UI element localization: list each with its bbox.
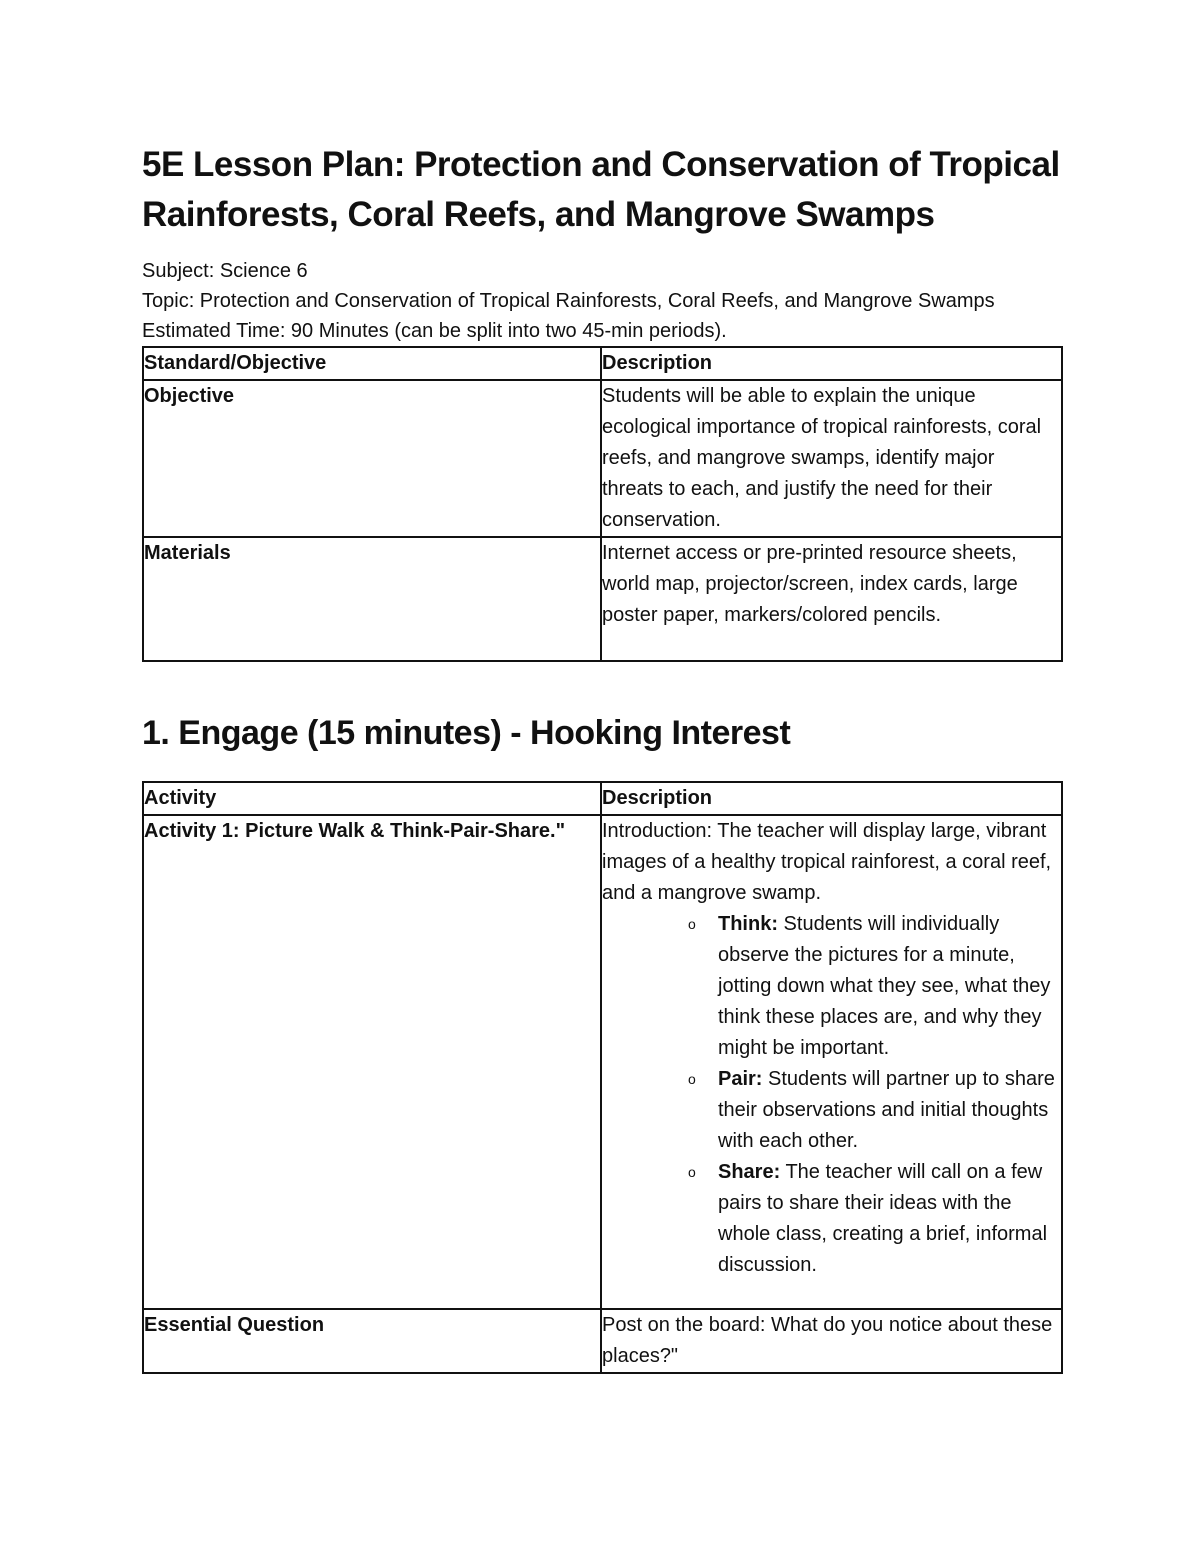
subject-line: Subject: Science 6 — [142, 260, 308, 282]
step-term: Pair: — [718, 1068, 763, 1090]
row-label: Objective — [143, 380, 601, 537]
step-text: Students will individually observe the pictures for a minute, jotting down what they see, what they think these places are, and why they might be important. — [718, 913, 1051, 1059]
objectives-table — [142, 346, 1063, 662]
engage-table — [142, 781, 1063, 1374]
list-item — [688, 1064, 1061, 1157]
activity-label: Activity 1: Picture Walk & Think-Pair-Share." — [143, 815, 601, 1309]
time-line: Estimated Time: 90 Minutes (can be split into two 45-min periods). — [142, 320, 727, 342]
engage-heading: 1. Engage (15 minutes) - Hooking Interest — [142, 714, 791, 752]
topic-line: Topic: Protection and Conservation of Tropical Rainforests, Coral Reefs, and Mangrove Swamps — [142, 290, 995, 312]
page-title: 5E Lesson Plan: Protection and Conservation of Tropical Rainforests, Coral Reefs, and Mangrove Swamps — [142, 145, 1060, 234]
table-row — [143, 1309, 1062, 1373]
step-text: The teacher will call on a few pairs to share their ideas with the whole class, creating a brief, informal discussion. — [718, 1161, 1048, 1276]
think-pair-share-list — [602, 909, 1061, 1281]
header-cell: Description — [601, 347, 1062, 380]
circle-bullet-icon: o — [688, 1164, 696, 1180]
step-term: Think: — [718, 913, 778, 935]
row-label: Materials — [143, 537, 601, 661]
essential-question-text: Post on the board: What do you notice about these places?" — [601, 1309, 1062, 1373]
essential-question-label: Essential Question — [143, 1309, 601, 1373]
row-description: Internet access or pre-printed resource sheets, world map, projector/screen, index cards, large poster paper, markers/colored pencils. — [601, 537, 1062, 661]
activity-intro: Introduction: The teacher will display large, vibrant images of a healthy tropical rainforest, a coral reef, and a mangrove swamp. — [602, 820, 1052, 904]
table-row — [143, 815, 1062, 1309]
activity-description — [601, 815, 1062, 1309]
circle-bullet-icon: o — [688, 1071, 696, 1087]
table-header-row — [143, 782, 1062, 815]
table-header-row — [143, 347, 1062, 380]
header-cell: Activity — [143, 782, 601, 815]
table-row — [143, 537, 1062, 661]
header-cell: Description — [601, 782, 1062, 815]
step-term: Share: — [718, 1161, 781, 1183]
lesson-meta — [142, 256, 1062, 346]
list-item — [688, 1157, 1061, 1281]
list-item — [688, 909, 1061, 1064]
table-row — [143, 380, 1062, 537]
header-cell: Standard/Objective — [143, 347, 601, 380]
document-page — [142, 140, 1062, 1374]
circle-bullet-icon: o — [688, 916, 696, 932]
row-description: Students will be able to explain the unique ecological importance of tropical rainforests, coral reefs, and mangrove swamps, identify major threats to each, and justify the need for their conservation. — [601, 380, 1062, 537]
step-text: Students will partner up to share their observations and initial thoughts with each other. — [718, 1068, 1055, 1152]
